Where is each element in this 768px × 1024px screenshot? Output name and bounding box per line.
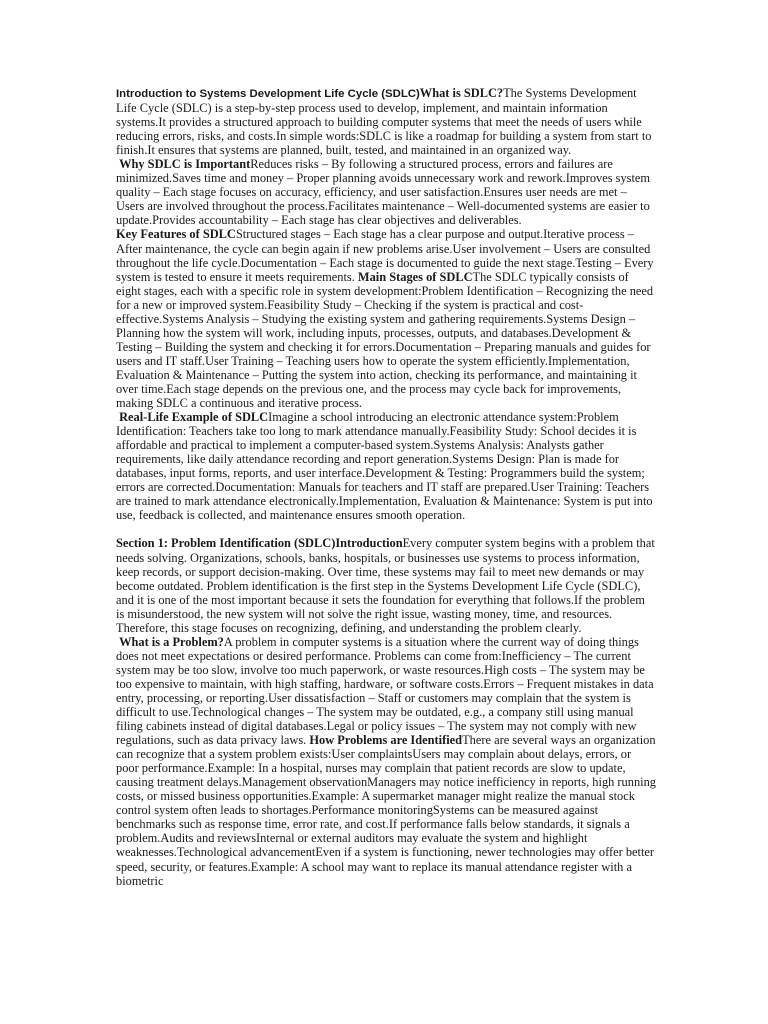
key-text: Structured stages – Each stage has a clear purpose and output.Iterative process – After maintenance, the cycle can begin again if new problems arise.User involvement – Users are consulted throughout the life cycle.Documentation – Each stage is documented to guide the next stage.Testing – Every system is tested to ensure it meets requirements. [116,227,654,284]
why-text: Reduces risks – By following a structured process, errors and failures are minimized.Saves time and money – Proper planning avoids unnecessary work and rework.Improves system quality – Each stage focuses on accuracy, efficiency, and user satisfaction.Ensures user needs are met – Users are involved throughout the process.Facilitates maintenance – Well-documented systems are easier to update.Provides accountability – Each stage has clear objectives and deliverables. [116,157,651,228]
real-text: Imagine a school introducing an electronic attendance system:Problem Identification: Teachers take too long to mark attendance manually.Feasibility Study: School decides it is affordable and practical to implement a computer-based system.Systems Analysis: Analysts gather requirements, like daily attendance recording and report generation.Systems Design: Plan is made for databases, input forms, reports, and user interface.Development & Testing: Programmers build the system; errors are corrected.Documentation: Manuals for teachers and IT staff are prepared.User Training: Teachers are trained to mark attendance electronically.Implementation, Evaluation & Maintenance: System is put into use, feedback is collected, and maintenance ensures smooth operation. [116,410,653,523]
what-heading: What is SDLC? [419,86,504,100]
intro-paragraph [116,86,656,157]
main-text: The SDLC typically consists of eight stages, each with a specific role in system development:Problem Identification – Recognizing the need for a new or improved system.Feasibility Study – Checking if the system is practical and cost-effective.Systems Analysis – Studying the existing system and gathering requirements.Systems Design – Planning how the system will work, including inputs, processes, outputs, and databases.Development & Testing – Building the system and checking it for errors.Documentation – Preparing manuals and guides for users and IT staff.User Training – Teaching users how to operate the system efficiently.Implementation, Evaluation & Maintenance – Putting the system into action, checking its performance, and maintaining it over time.Each stage depends on the previous one, and the process may cycle back for improvements, making SDLC a continuous and iterative process. [116,269,654,411]
paragraph-gap [116,522,656,536]
section1-heading: Section 1: Problem Identification (SDLC)Introduction [116,536,403,551]
problem-heading: What is a Problem? [119,634,224,649]
section1-paragraph [116,536,656,634]
document-page [116,86,656,888]
section1-intro-text: Every computer system begins with a problem that needs solving. Organizations, schools, banks, hospitals, or businesses use systems to process information, keep records, or support decision-making. Over time, these systems may fail to meet new demands or may become outdated. Problem identification is the first step in the Systems Development Life Cycle (SDLC), and it is one of the most important because it sets the foundation for everything that follows.If the problem is misunderstood, the new system will not solve the right issue, wasting money, time, and resources. Therefore, this stage focuses on recognizing, defining, and understanding the problem clearly. [116,536,655,635]
problem-paragraph [116,635,656,888]
why-paragraph [116,157,656,227]
how-text: There are several ways an organization can recognize that a system problem exists:User complaintsUsers may complain about delays, errors, or poor performance.Example: In a hospital, nurses may complain that patient records are slow to update, causing treatment delays.Management observationManagers may notice inefficiency in reports, high running costs, or missed business opportunities.Example: A supermarket manager might realize the manual stock control system often leads to shortages.Performance monitoringSystems can be measured against benchmarks such as response time, error rate, and cost.If performance falls below standards, it signals a problem.Audits and reviewsInternal or external auditors may evaluate the system and highlight weaknesses.Technological advancementEven if a system is functioning, newer technologies may offer better speed, security, or features.Example: A school may want to replace its manual attendance register with a biometric [116,733,656,888]
how-heading: How Problems are Identified [309,733,463,748]
key-heading: Key Features of SDLC [116,227,236,242]
what-text: The Systems Development Life Cycle (SDLC) is a step-by-step process used to develop, implement, and maintain information systems.It provides a structured approach to building computer systems that meet the needs of users while reducing errors, risks, and costs.In simple words:SDLC is like a roadmap for building a system from start to finish.It ensures that systems are planned, built, tested, and maintained in an organized way. [116,86,652,158]
why-heading: Why SDLC is Important [119,157,251,172]
key-paragraph [116,227,656,410]
real-paragraph [116,410,656,522]
main-heading: Main Stages of SDLC [357,269,473,284]
problem-text: A problem in computer systems is a situation where the current way of doing things does not meet expectations or desired performance. Problems can come from:Inefficiency – The current system may be too slow, involve too much paperwork, or waste resources.High costs – The system may be too expensive to maintain, with high staffing, hardware, or software costs.Errors – Frequent mistakes in data entry, processing, or reporting.User dissatisfaction – Staff or customers may complain that the system is difficult to use.Technological changes – The system may be outdated, e.g., a company still using manual filing cabinets instead of digital databases.Legal or policy issues – The system may not comply with new regulations, such as data privacy laws. [116,634,654,748]
real-heading: Real-Life Example of SDLC [119,410,269,425]
document-title: Introduction to Systems Development Life Cycle (SDLC) [116,88,420,100]
